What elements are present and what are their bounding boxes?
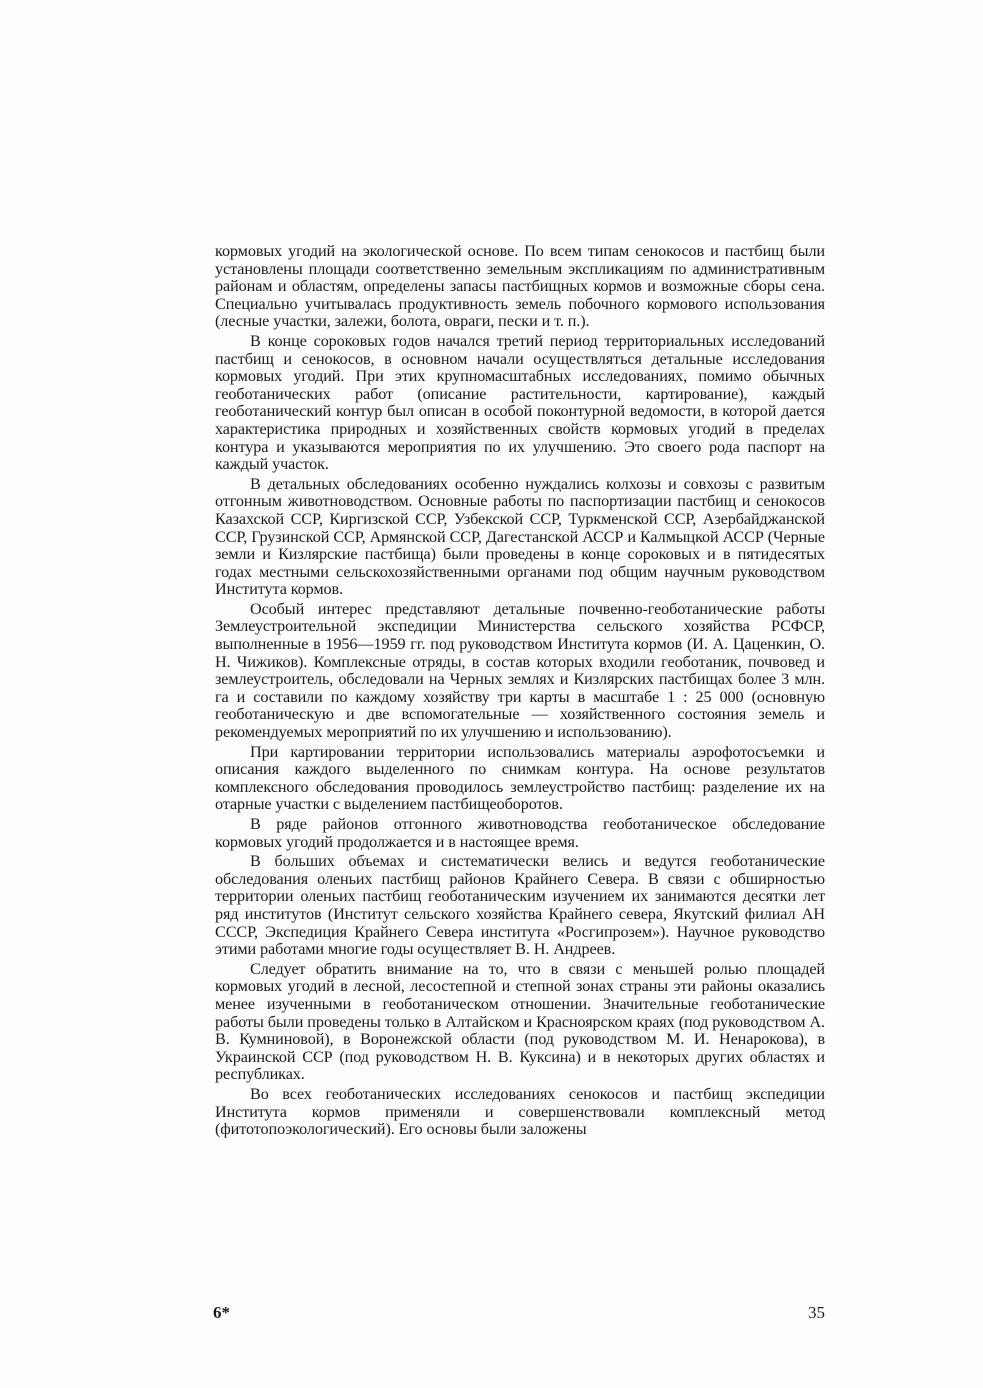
paragraph-8: Следует обратить внимание на то, что в связи с меньшей ролью площадей кормовых угодий в лесной, лесостепной и степной зонах страны эти районы оказались менее изученными в геоботаническом отношении. Значительные геоботанические работы были проведены только в Алтайском и Красноярском краях (под руководством А. В. Кумниновой), в Воронежской области (под руководством М. И. Ненарокова), в Украинской ССР (под руководством Н. В. Куксина) и в некоторых других областях и республиках.	[215, 959, 825, 1084]
paragraph-6: В ряде районов отгонного животноводства геоботаническое обследование кормовых угодий продолжается и в настоящее время.	[215, 815, 825, 851]
signature-mark: 6*	[213, 1303, 230, 1322]
paragraph-1: кормовых угодий на экологической основе. По всем типам сенокосов и пастбищ были установлены площади соответственно земельным экспликациям по административным районам и областям, определены запасы пастбищных кормов и возможные сборы сена. Специально учитывалась продуктивность земель побочного кормового использования (лесные участки, залежи, болота, овраги, пески и т. п.).	[215, 242, 825, 331]
paragraph-3: В детальных обследованиях особенно нуждались колхозы и совхозы с развитым отгонным животноводством. Основные работы по паспортизации пастбищ и сенокосов Казахской ССР, Киргизской ССР, Узбекской ССР, Туркменской ССР, Азербайджанской ССР, Грузинской ССР, Армянской ССР, Дагестанской АССР и Калмыцкой АССР (Черные земли и Кизлярские пастбища) были проведены в конце сороковых и в пятидесятых годах местными сельскохозяйственными органами под общим научным руководством Института кормов.	[215, 474, 825, 599]
paragraph-9: Во всех геоботанических исследованиях сенокосов и пастбищ экспедиции Института кормов применяли и совершенствовали комплексный метод (фитотопоэкологический). Его основы были заложены	[215, 1084, 825, 1139]
body-text	[215, 243, 825, 1141]
page-number: 35	[808, 1303, 825, 1322]
paragraph-2: В конце сороковых годов начался третий период территориальных исследований пастбищ и сенокосов, в основном начали осуществляться детальные исследования кормовых угодий. При этих крупномасштабных исследованиях, помимо обычных геоботанических работ (описание растительности, картирование), каждый геоботанический контур был описан в особой поконтурной ведомости, в которой дается характеристика природных и хозяйственных свойств кормовых угодий в пределах контура и указываются мероприятия по их улучшению. Это своего рода паспорт на каждый участок.	[215, 331, 825, 474]
paragraph-5: При картировании территории использовались материалы аэрофотосъемки и описания каждого выделенного по снимкам контура. На основе результатов комплексного обследования проводилось землеустройство пастбищ: разделение их на отарные участки с выделением пастбищеоборотов.	[215, 742, 825, 814]
paragraph-4: Особый интерес представляют детальные почвенно-геоботанические работы Землеустроительной экспедиции Министерства сельского хозяйства РСФСР, выполненные в 1956—1959 гг. под руководством Института кормов (И. А. Цаценкин, О. Н. Чижиков). Комплексные отряды, в состав которых входили геоботаник, почвовед и землеустроитель, обследовали на Черных землях и Кизлярских пастбищах более 3 млн. га и составили по каждому хозяйству три карты в масштабе 1 : 25 000 (основную геоботаническую и две вспомогательные — хозяйственного состояния земель и рекомендуемых мероприятий по их улучшению и использованию).	[215, 599, 825, 742]
paragraph-7: В больших объемах и систематически велись и ведутся геоботанические обследования оленьих пастбищ районов Крайнего Севера. В связи с обширностью территории оленьих пастбищ геоботаническим изучением их занимаются десятки лет ряд институтов (Институт сельского хозяйства Крайнего севера, Якутский филиал АН СССР, Экспедиция Крайнего Севера института «Росгипрозем»). Научное руководство этими работами многие годы осуществляет В. Н. Андреев.	[215, 852, 825, 959]
